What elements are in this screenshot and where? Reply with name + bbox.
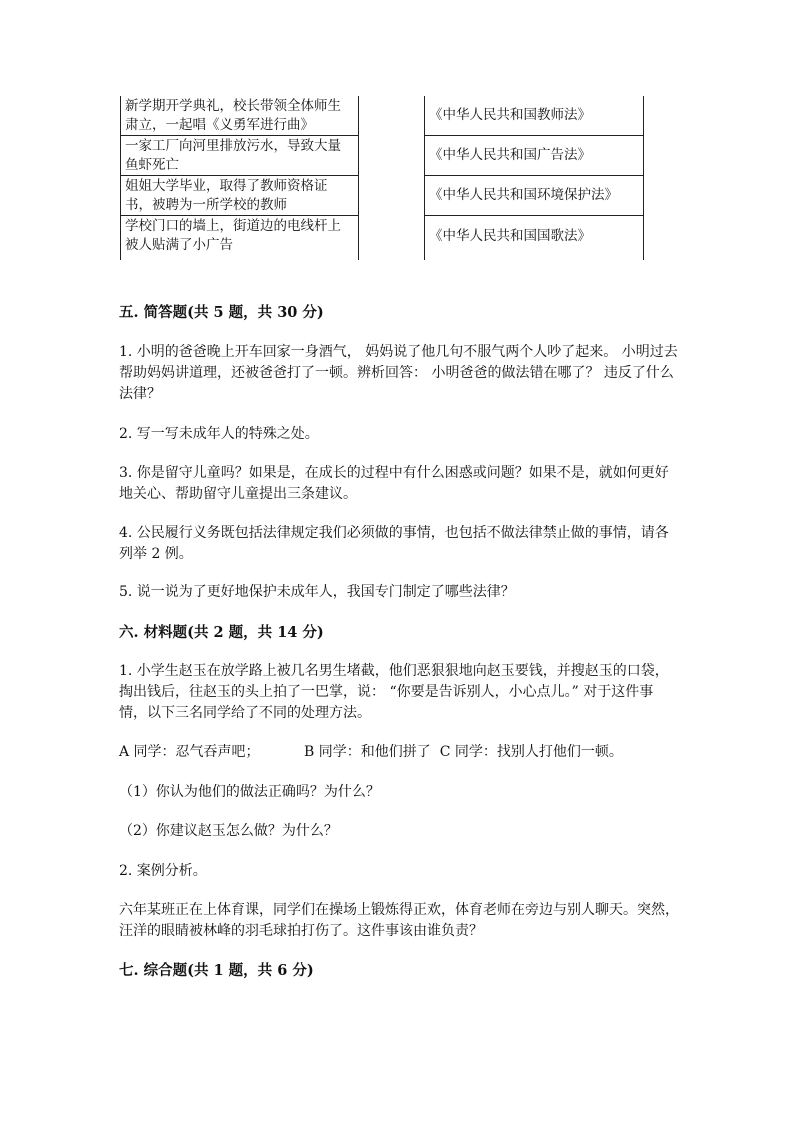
section-heading: 六. 材料题(共 2 题，共 14 分): [119, 624, 324, 641]
question-text: 1. 小学生赵玉在放学路上被几名男生堵截，他们恶狠狠地向赵玉要钱，并搜赵玉的口袋，掏出钱后，往赵玉的头上拍了一巴掌，说： “你要是告诉别人，小心点儿。” 对于这件事情，以下三名同学给了不同的处理方法。: [119, 663, 669, 721]
question-text: 4. 公民履行义务既包括法律规定我们必须做的事情，也包括不做法律禁止做的事情，请各列举 2 例。: [119, 525, 669, 562]
sub-question: （1）你认为他们的做法正确吗？为什么？: [119, 784, 380, 800]
question-text: 2. 案例分析。: [119, 863, 207, 879]
matching-right-item: 《中华人民共和国国歌法》: [429, 227, 591, 244]
question-text: 2. 写一写未成年人的特殊之处。: [119, 426, 319, 442]
question-text: 1. 小明的爸爸晚上开车回家一身酒气， 妈妈说了他几句不服气两个人吵了起来。 小明过去帮助妈妈讲道理，还被爸爸打了一顿。辨析回答： 小明爸爸的做法错在哪了？ 违反了什么法律？: [119, 344, 678, 402]
question-text: 六年某班正在上体育课，同学们在操场上锻炼得正欢，体育老师在旁边与别人聊天。突然，汪洋的眼睛被林峰的羽毛球拍打伤了。这件事该由谁负责？: [119, 902, 679, 939]
question-text: 5. 说一说为了更好地保护未成年人，我国专门制定了哪些法律？: [119, 584, 515, 600]
matching-left-item: 姐姐大学毕业，取得了教师资格证书，被聘为一所学校的教师: [121, 176, 358, 216]
section-heading: 五. 简答题(共 5 题，共 30 分): [119, 304, 324, 321]
section-heading: 七. 综合题(共 1 题，共 6 分): [119, 962, 314, 979]
matching-right-item: 《中华人民共和国广告法》: [425, 136, 643, 176]
matching-left-column: [120, 96, 359, 260]
matching-left-item: 一家工厂向河里排放污水，导致大量鱼虾死亡: [121, 136, 358, 176]
sub-question: （2）你建议赵玉怎么做？为什么？: [119, 823, 338, 839]
matching-left-item: 学校门口的墙上，街道边的电线杆上被人贴满了小广告: [125, 218, 341, 253]
matching-left-item: 新学期开学典礼，校长带领全体师生肃立，一起唱《义勇军进行曲》: [121, 96, 358, 136]
matching-right-column: [424, 96, 644, 260]
matching-right-item: 《中华人民共和国教师法》: [425, 96, 643, 136]
question-text: 3. 你是留守儿童吗？如果是，在成长的过程中有什么困惑或问题？如果不是，就如何更好地关心、帮助留守儿童提出三条建议。: [119, 465, 669, 502]
answer-options: A 同学：忍气吞声吧； B 同学：和他们拼了 C 同学：找别人打他们一顿。: [119, 744, 623, 760]
matching-right-item: 《中华人民共和国环境保护法》: [425, 176, 643, 216]
